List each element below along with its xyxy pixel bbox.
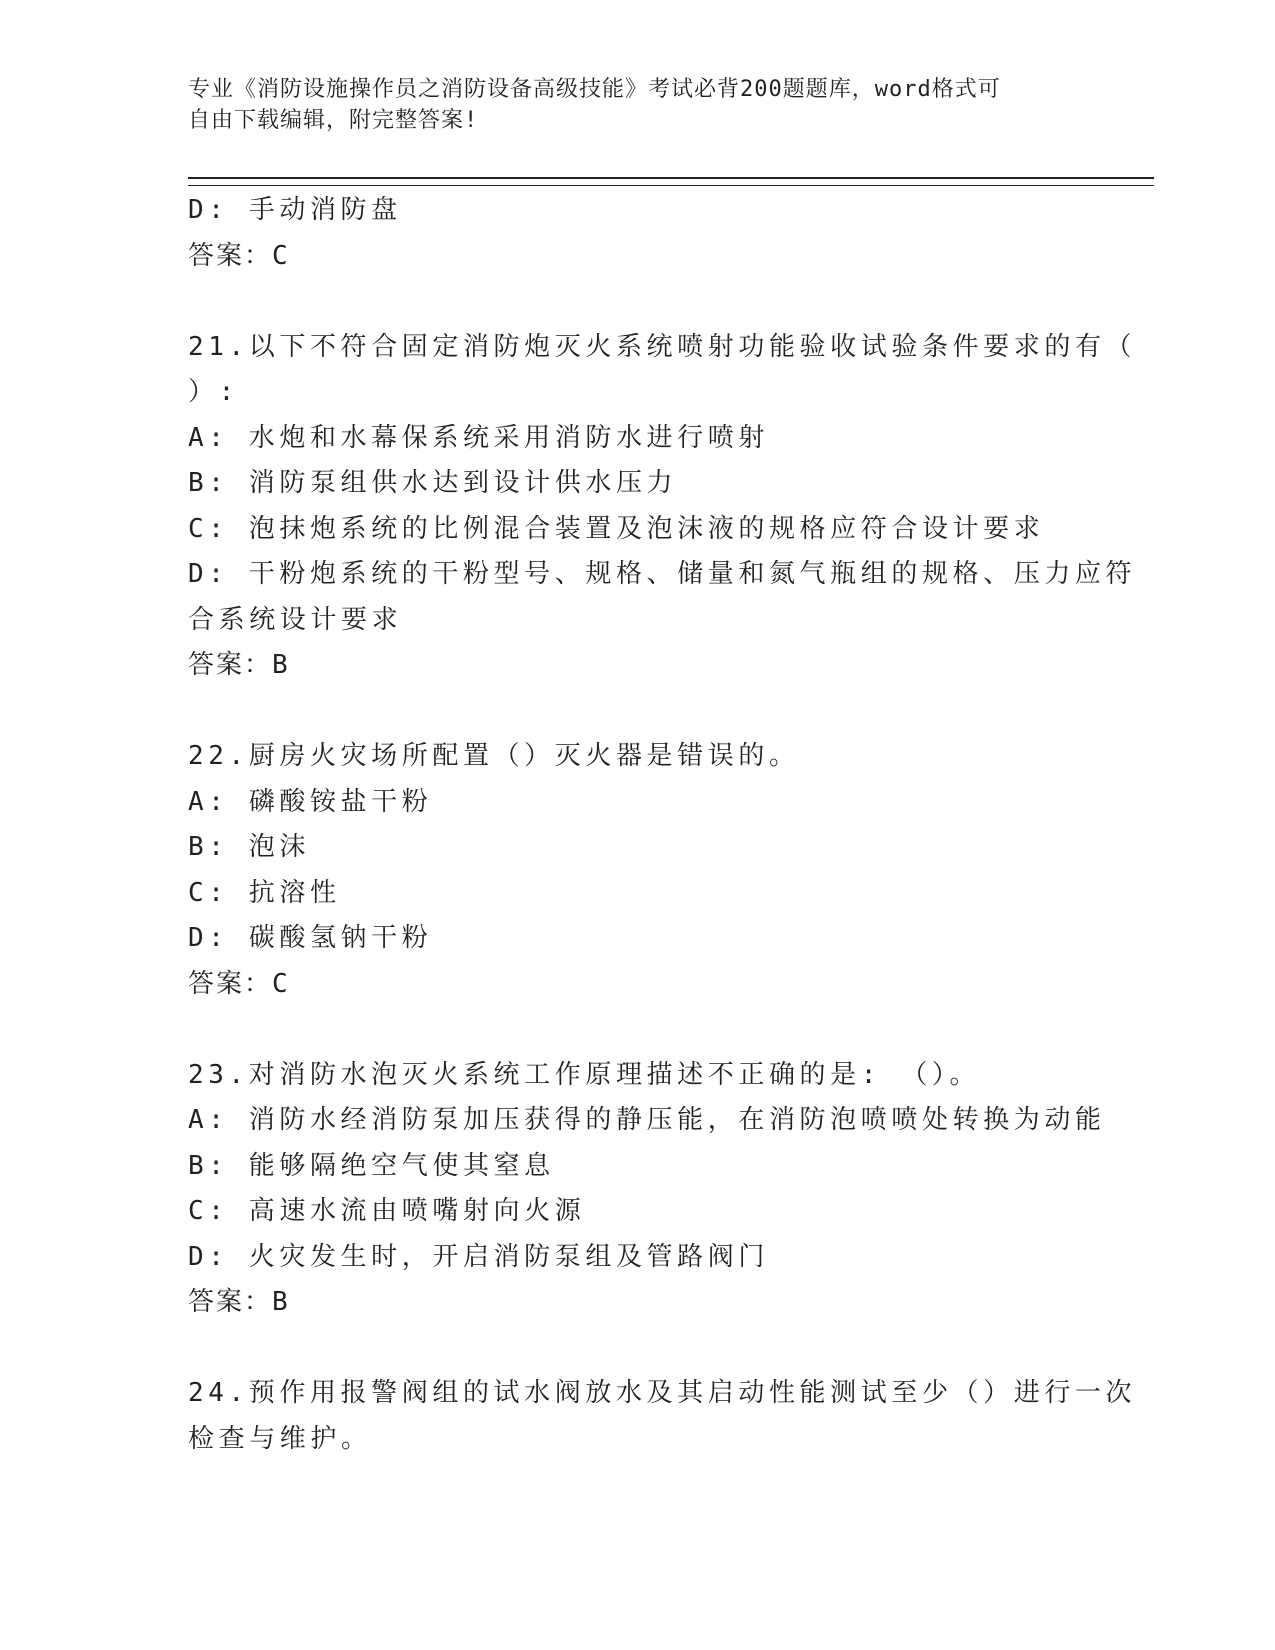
document-header bbox=[188, 74, 1068, 136]
option-c: C: 抗溶性 bbox=[188, 877, 341, 908]
question-23 bbox=[188, 1053, 1106, 1326]
question-stem: 21.以下不符合固定消防炮灭火系统喷射功能验收试验条件要求的有（ bbox=[188, 331, 1137, 362]
question-stem-continued: ）: bbox=[188, 377, 239, 407]
option-d-continued: 合系统设计要求 bbox=[188, 604, 403, 635]
prev-option-d: D: 手动消防盘 bbox=[188, 195, 402, 225]
spacer bbox=[188, 689, 1088, 735]
option-b: B: 消防泵组供水达到设计供水压力 bbox=[188, 468, 678, 498]
document-body bbox=[188, 188, 1137, 1462]
question-stem-continued: 检查与维护。 bbox=[188, 1423, 372, 1454]
option-b: B: 能够隔绝空气使其窒息 bbox=[188, 1150, 555, 1181]
prev-answer: 答案：C bbox=[188, 240, 290, 271]
header-line-2: 自由下载编辑，附完整答案! bbox=[188, 108, 479, 133]
option-a: A: 消防水经消防泵加压获得的静压能，在消防泡喷喷处转换为动能 bbox=[188, 1105, 1106, 1135]
question-24 bbox=[188, 1371, 1137, 1462]
question-stem: 23.对消防水泡灭火系统工作原理描述不正确的是: （）。 bbox=[188, 1059, 981, 1090]
option-c: C: 泡抹炮系统的比例混合装置及泡沫液的规格应符合设计要求 bbox=[188, 513, 1045, 544]
option-c: C: 高速水流由喷嘴射向火源 bbox=[188, 1196, 586, 1226]
answer: 答案：B bbox=[188, 650, 290, 680]
question-stem: 24.预作用报警阀组的试水阀放水及其启动性能测试至少（）进行一次 bbox=[188, 1378, 1137, 1408]
answer: 答案：C bbox=[188, 968, 290, 999]
option-b: B: 泡沫 bbox=[188, 832, 310, 862]
option-d: D: 干粉炮系统的干粉型号、规格、储量和氮气瓶组的规格、压力应符 bbox=[188, 559, 1137, 589]
header-line-1: 专业《消防设施操作员之消防设备高级技能》考试必背200题题库，word格式可 bbox=[188, 77, 1001, 102]
header-divider bbox=[188, 177, 1154, 186]
question-21 bbox=[188, 325, 1137, 689]
option-d: D: 碳酸氢钠干粉 bbox=[188, 923, 433, 953]
spacer bbox=[188, 1007, 1088, 1053]
answer: 答案：B bbox=[188, 1287, 290, 1317]
option-d: D: 火灾发生时，开启消防泵组及管路阀门 bbox=[188, 1241, 769, 1272]
question-stem: 22.厨房火灾场所配置（）灭火器是错误的。 bbox=[188, 741, 800, 771]
option-a: A: 水炮和水幕保系统采用消防水进行喷射 bbox=[188, 422, 769, 453]
option-a: A: 磷酸铵盐干粉 bbox=[188, 786, 433, 817]
spacer bbox=[188, 279, 1088, 325]
question-22 bbox=[188, 734, 1088, 1007]
spacer bbox=[188, 1326, 1088, 1372]
